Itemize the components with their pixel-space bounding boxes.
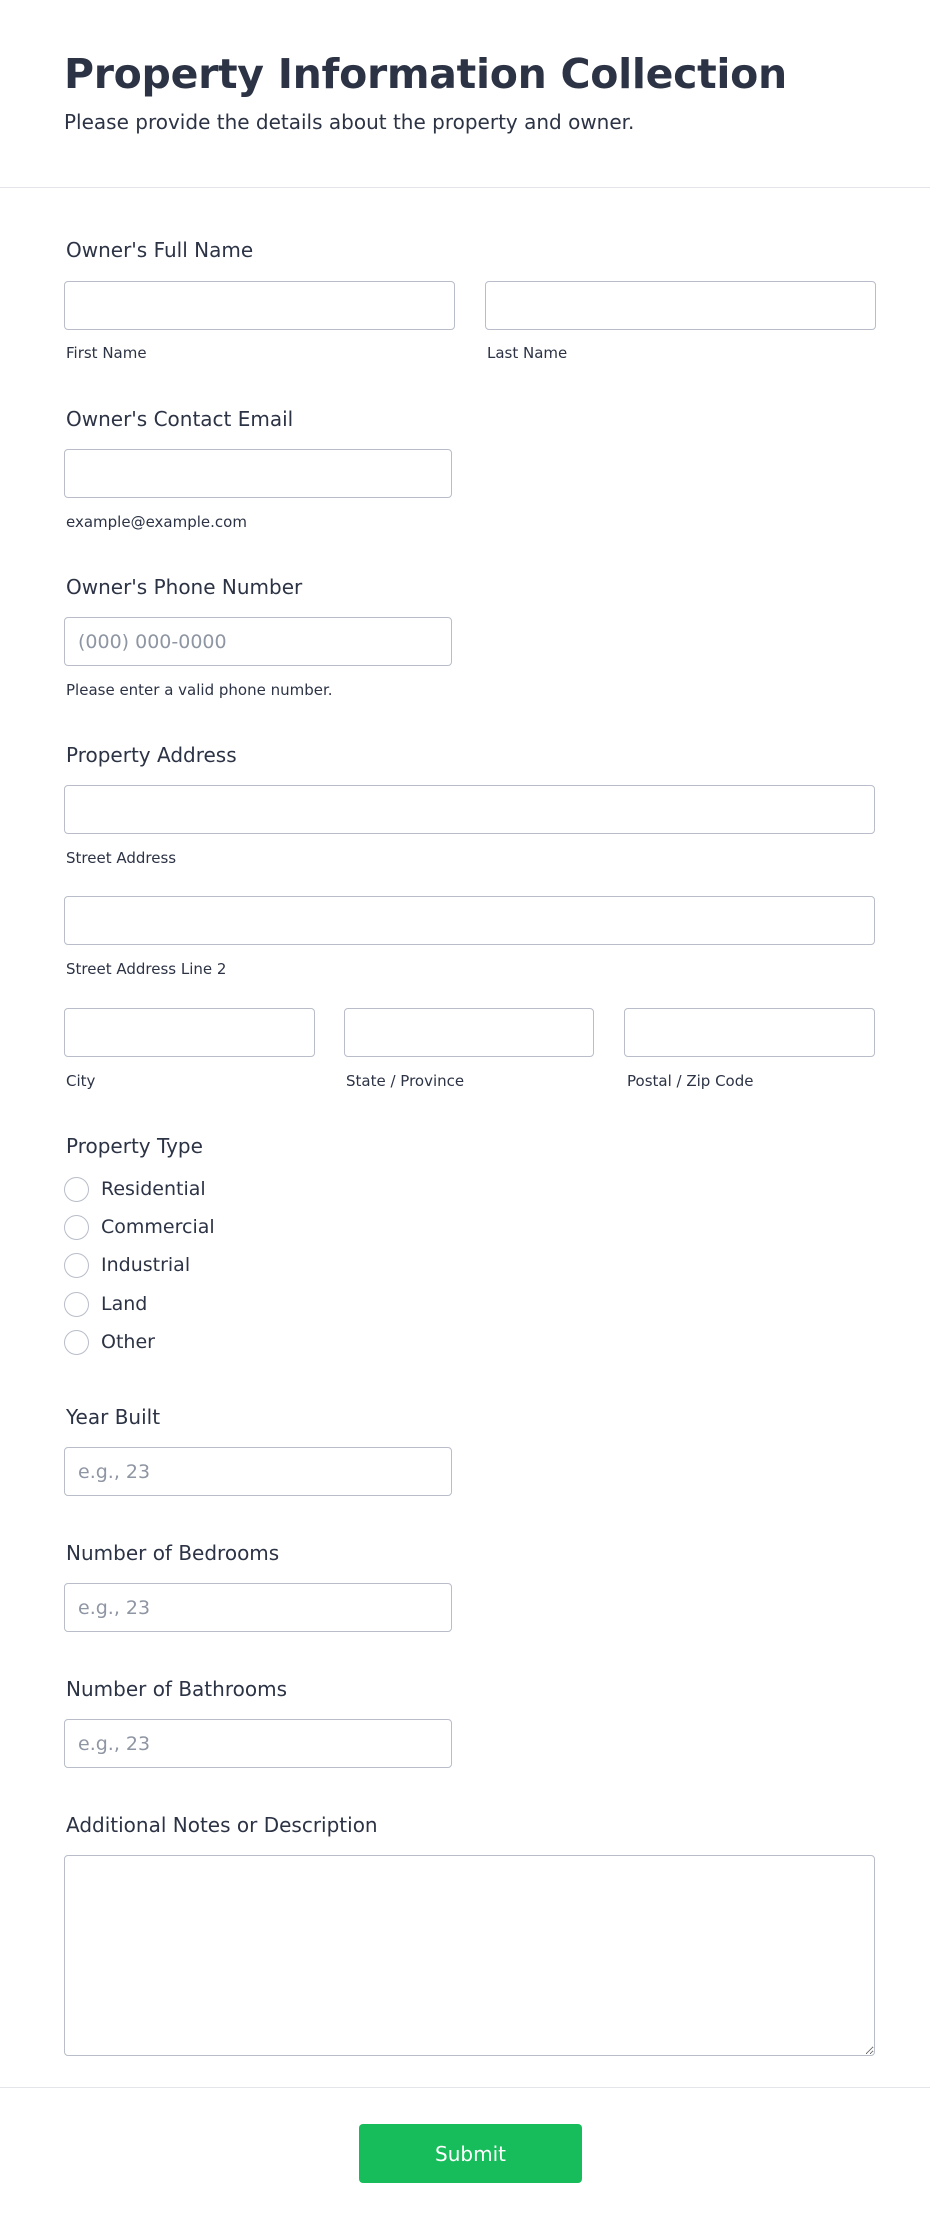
postal-zip-input[interactable] — [624, 1008, 875, 1057]
owner-email-label: Owner's Contact Email — [66, 407, 294, 431]
notes-textarea[interactable] — [64, 1855, 875, 2056]
radio-option-label: Other — [101, 1331, 155, 1353]
property-type-label: Property Type — [66, 1134, 203, 1158]
radio-option-label: Industrial — [101, 1254, 191, 1276]
radio-option-other[interactable] — [64, 1329, 155, 1355]
footer-divider — [0, 2087, 930, 2088]
year-built-label: Year Built — [66, 1405, 161, 1429]
street-address-input[interactable] — [64, 785, 875, 834]
page-subtitle: Please provide the details about the property and owner. — [64, 110, 635, 134]
bathrooms-input[interactable] — [64, 1719, 452, 1768]
property-address-label: Property Address — [66, 743, 237, 767]
radio-circle-icon[interactable] — [64, 1177, 89, 1202]
page-title: Property Information Collection — [64, 50, 787, 98]
form-header — [0, 0, 930, 188]
radio-circle-icon[interactable] — [64, 1215, 89, 1240]
bathrooms-label: Number of Bathrooms — [66, 1677, 287, 1701]
notes-label: Additional Notes or Description — [66, 1813, 378, 1837]
owner-phone-label: Owner's Phone Number — [66, 575, 303, 599]
radio-option-label: Residential — [101, 1178, 206, 1200]
radio-option-label: Land — [101, 1293, 148, 1315]
radio-circle-icon[interactable] — [64, 1253, 89, 1278]
street-address-line2-input[interactable] — [64, 896, 875, 945]
submit-button[interactable]: Submit — [359, 2124, 582, 2183]
first-name-input[interactable] — [64, 281, 455, 330]
street-address-line2-sublabel: Street Address Line 2 — [66, 960, 227, 978]
radio-option-commercial[interactable] — [64, 1214, 215, 1240]
year-built-input[interactable] — [64, 1447, 452, 1496]
state-province-input[interactable] — [344, 1008, 594, 1057]
email-input[interactable] — [64, 449, 452, 498]
first-name-sublabel: First Name — [66, 344, 147, 362]
radio-option-industrial[interactable] — [64, 1252, 190, 1278]
phone-sublabel: Please enter a valid phone number. — [66, 681, 333, 699]
city-input[interactable] — [64, 1008, 315, 1057]
street-address-sublabel: Street Address — [66, 849, 177, 867]
radio-option-label: Commercial — [101, 1216, 215, 1238]
radio-circle-icon[interactable] — [64, 1292, 89, 1317]
postal-zip-sublabel: Postal / Zip Code — [627, 1072, 754, 1090]
radio-option-residential[interactable] — [64, 1176, 206, 1202]
last-name-sublabel: Last Name — [487, 344, 568, 362]
bedrooms-label: Number of Bedrooms — [66, 1541, 280, 1565]
radio-circle-icon[interactable] — [64, 1330, 89, 1355]
city-sublabel: City — [66, 1072, 96, 1090]
phone-input[interactable] — [64, 617, 452, 666]
last-name-input[interactable] — [485, 281, 876, 330]
email-sublabel: example@example.com — [66, 513, 247, 531]
radio-option-land[interactable] — [64, 1291, 147, 1317]
owner-name-label: Owner's Full Name — [66, 238, 254, 262]
state-province-sublabel: State / Province — [346, 1072, 465, 1090]
bedrooms-input[interactable] — [64, 1583, 452, 1632]
